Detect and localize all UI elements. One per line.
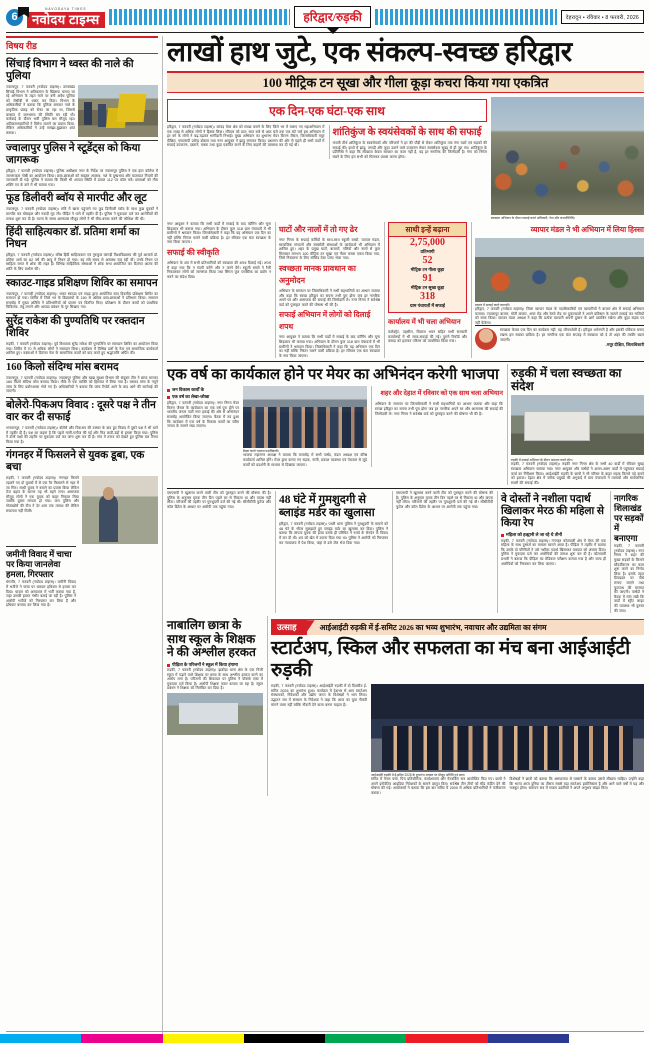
mid-body-4: नगर आयुक्त ने बताया कि सभी वार्डों में सफाई के बाद फॉगिंग और चूना छिड़काव भी कराया गया। अभियान के दौरान कुल 318 ग्राम पंचायतों में भी ग्रामीणों ने श्रमदान किया। जिलाधिकारी ने कहा कि यह अभियान एक दिन का नहीं बल्कि निरंतर चलने वाली प्रक्रिया है। हर रविवार एक घंटा स्वच्छता के नाम किया जाएगा। <box>279 335 380 358</box>
crime-left-filler: एसएसपी ने खुलासा करने वाली टीम को पुरस्कृत करने की घोषणा की है। पुलिस के अनुसार मृतक तीन दिन पहले घर से निकला था और वापस नहीं लौटा। परिजनों की तहरीर पर गुमशुदगी दर्ज की गई थी। सीसीटीवी फुटेज और कॉल डिटेल के आधार पर आरोपी तक पहुंचा गया। <box>167 491 271 510</box>
stat-value: 91 <box>422 273 433 284</box>
page-number-badge: 6 <box>6 9 23 26</box>
list-item[interactable] <box>6 313 158 356</box>
right-top-photo <box>475 238 644 302</box>
stat-label: मीट्रिक टन गीला कूड़ा <box>410 267 445 272</box>
publication-logo[interactable] <box>27 7 105 28</box>
list-item[interactable] <box>6 359 158 394</box>
page-grid <box>6 36 644 1036</box>
lead-body-col1: हरिद्वार, 7 फरवरी (नवोदय टाइम्स)। कांवड़ मेला क्षेत्र को स्वच्छ बनाने के लिए जिले भर में चलाए गए महाअभियान में एक लाख से अधिक लोगों ने हिस्सा लिया। रविवार को प्रात: सात बजे से आठ बजे तक एक घंटे चले इस अभियान में हर वर्ग के लोगों ने बढ़-चढ़कर भागीदारी निभाई। मुख्य अभियान का शुभारंभ मेयर किरण जैसल, जिलाधिकारी मयूर दीक्षित, एसएसपी प्रमेन्द्र डोबाल तथा नगर आयुक्त ने झाड़ू लगाकर किया। प्रशासन की ओर से पहले ही सभी वार्डों में सफाई उपकरण, दस्ताने, मास्क तथा कूड़ा एकत्रित करने के लिए वाहनों की व्यवस्था कर दी गई थी। <box>167 125 325 148</box>
lead-body-col2: गायत्री तीर्थ शांतिकुंज के स्वयंसेवकों और परिजनों ने हर की पौड़ी से लेकर शांतिकुंज तक गंगा घाटों एवं सड़कों की सफाई की। हाथों में झाड़ू, तगाड़ी और कूड़ा उठाने वाले उपकरण लेकर स्वयंसेवक सुबह से ही जुट गए। शांतिकुंज के प्रतिनिधि ने कहा कि स्वच्छता केवल सरकार का काम नहीं है, यह हर नागरिक की जिम्मेदारी है। गंगा को निर्मल रखने के लिए हम सभी को मिलकर प्रयास करना होगा। <box>332 141 487 159</box>
blood-murder-body-2: एसएसपी ने खुलासा करने वाली टीम को पुरस्कृत करने की घोषणा की है। पुलिस के अनुसार मृतक तीन दिन पहले घर से निकला था और वापस नहीं लौटा। परिजनों की तहरीर पर गुमशुदगी दर्ज की गई थी। सीसीटीवी फुटेज और कॉल डिटेल के आधार पर आरोपी तक पहुंचा गया। <box>396 491 493 510</box>
stat-value: 2,75,000 <box>410 237 445 248</box>
article-body: ज्वालापुर, 7 फरवरी (नवोदय टाइम्स)। उत्तराखंड सिंचाई विभाग ने अतिक्रमण के खिलाफ चलाए जा रहे अभियान के तहत नाले पर बनी अवैध पुलिया को जेसीबी से ध्वस्त कर दिया। विभाग के अधिकारियों ने बताया कि पुलिया बनाकर नाले के प्राकृतिक प्रवाह को रोका जा रहा था, जिससे बरसात में जलभराव की स्थिति बन रही थी। कार्रवाई के दौरान भारी पुलिस बल मौजूद रहा। अतिक्रमणकारियों ने विरोध जताने का प्रयास किया, लेकिन अधिकारियों ने उन्हें समझा-बुझाकर शांत कराया। <box>6 85 75 135</box>
list-item[interactable] <box>6 546 76 608</box>
mid-subhead-1: सफाई की स्वीकृति <box>167 247 220 257</box>
mayor-story-photo <box>243 386 367 448</box>
feature-band-text: आईआईटी रुड़की में ई-समिट 2026 का भव्य शुभारंभ, नवाचार और उद्यमिता का संगम <box>307 620 644 635</box>
section-tab[interactable] <box>294 6 371 28</box>
lead-col2-subhead: शांतिकुंज के स्वयंसेवकों के साथ की सफाई <box>332 127 482 138</box>
article-photo <box>82 476 158 544</box>
bullet-icon <box>167 664 170 667</box>
right-top-photo-caption: बाजार में सफाई करते व्यापारी। <box>475 303 510 307</box>
mid-body-5: कलेक्ट्रेट, तहसील, विकास भवन सहित सभी सरकारी कार्यालयों में भी साफ-सफाई की गई। पुराने रिकॉर्ड और कबाड़ को हटाकर परिसर को व्यवस्थित किया गया। <box>388 330 467 344</box>
right-mid-kicker: शहर और देहात में रविवार को एक साथ चला अभियान <box>380 390 503 398</box>
article-headline: हिंदी साहित्यकार डॉ. प्रतिमा शर्मा का निधन <box>6 224 158 251</box>
bullet-item <box>167 662 263 667</box>
cmyk-swatch-red <box>406 1034 487 1043</box>
article-headline: जमीनी विवाद में चाचा पर किया जानलेवा हमला, गिरफ्तार <box>6 546 76 579</box>
decorative-bars-right <box>375 9 557 25</box>
right-low-headline: नागरिक शिलाखंड पर सड़कों में बनाएगा <box>614 493 644 544</box>
list-item[interactable] <box>6 447 158 544</box>
mid-body-2: नगर निगम के सफाई कर्मियों के साथ-साथ स्कूली बच्चों, व्यापार मंडल, सामाजिक संगठनों और स्वयंसेवी संस्थाओं के कार्यकर्ता भी अभियान में शामिल हुए। शहर के प्रमुख घाटों, बाजारों, गलियों और नालों से कुल मिलाकर लगभग 100 मीट्रिक टन सूखा एवं गीला कचरा एकत्र किया गया, जिसे निस्तारण के लिए सॉलिड वेस्ट प्लांट भेजा गया। <box>279 238 380 261</box>
article-headline: गंगनहर में फिसलने से युवक डूबा, एक बचा <box>6 447 158 474</box>
mayor-story-body-1: हरिद्वार, 7 फरवरी (नवोदय टाइम्स)। नगर निगम मेयर किरण जैसल के कार्यकाल का एक वर्ष पूरा होने पर भारतीय जनता पार्टी नगर इकाई की ओर से अभिनंदन समारोह आयोजित किया जाएगा। बैठक में तय हुआ कि कार्यक्रम में एक वर्ष के विकास कार्यों का ब्यौरा जनता के सामने रखा जाएगा। <box>167 401 239 429</box>
stat-label: प्रतिभागी <box>420 249 435 254</box>
mid-subhead-3: स्वच्छता मानक प्रावधान का अनुमोदन <box>279 263 356 285</box>
mid-subhead-5: कार्यालय में भी चला अभियान <box>388 318 461 326</box>
left-rail-header <box>6 36 158 54</box>
blood-murder-body: हरिद्वार, 7 फरवरी (नवोदय टाइम्स)। पथरी थाना पुलिस ने गुमशुदगी के मामले को 48 घंटे के भीतर सुलझाते हुए ब्लाइंड मर्डर का खुलासा कर दिया। पुलिस ने बताया कि लापता युवक की हत्या उसके ही परिचित ने रुपये के लेनदेन के विवाद में कर दी थी। शव को खेत में दफना दिया गया था। पुलिस ने आरोपी को गिरफ्तार कर न्यायालय में पेश किया, जहां से उसे जेल भेज दिया गया। <box>279 522 388 545</box>
article-body: भगवानपुर, 7 फरवरी (नवोदय टाइम्स)। बोलेरो और पिकअप की टक्कर के बाद हुए विवाद में दूसरे पक्ष ने भी थाने में तहरीर दी है। पक्ष का कहना है कि पहले गाली-गलौज की गई और फिर लाठी-डंडों से हमला किया गया। पुलिस ने दोनों पक्षों की तहरीर पर मुकदमा दर्ज कर जांच शुरू कर दी है। गांव में तनाव को देखते हुए पुलिस बल तैनात किया गया है। <box>6 426 158 444</box>
teacher-story-photo <box>167 693 263 735</box>
logo-english-text: NAVODAYA TIMES <box>45 6 87 11</box>
bullet-item <box>167 387 239 392</box>
lead-section-header: एक दिन-एक घंटा-एक साथ <box>167 99 487 122</box>
article-body: मंगलौर, 7 फरवरी (नवोदय टाइम्स)। जमीनी विवाद में भतीजे ने चाचा पर धारदार हथियार से हमला कर दिया। घायल को अस्पताल में भर्ती कराया गया है, जहां उसकी हालत गंभीर बताई जा रही है। पुलिस ने आरोपी भतीजे को गिरफ्तार कर लिया है और हथियार बरामद कर लिया गया है। <box>6 580 76 608</box>
hero-photo <box>491 97 644 215</box>
mayor-story-headline: एक वर्ष का कार्यकाल होने पर मेयर का अभिनंदन करेगी भाजपा <box>167 367 499 384</box>
bullet-icon <box>167 389 170 392</box>
left-rail-header-label: विषय रीड <box>6 41 37 51</box>
mid-body-1: अभियान के अंत में सभी प्रतिभागियों को स्वच्छता की शपथ दिलाई गई। शपथ में कहा गया कि न गंदगी करेंगे और न करने देंगे। स्कूली बच्चों ने रैली निकालकर लोगों को जागरूक किया तथा सिंगल यूज प्लास्टिक का प्रयोग न करने का संदेश दिया। <box>167 260 271 279</box>
section-tab-label: हरिद्वार/रुड़की <box>303 10 362 24</box>
right-mid-photo <box>511 395 644 455</box>
feature-body-1: रुड़की, 7 फरवरी (नवोदय टाइम्स)। आईआईटी रुड़की में दो दिवसीय ई-समिट 2026 का शुभारंभ हुआ। कार्यक्रम में देशभर से आए स्टार्टअप संस्थापकों, निवेशकों और उद्योग जगत के विशेषज्ञों ने भाग लिया। उद्घाटन सत्र में संस्थान के निदेशक ने कहा कि आज का युवा नौकरी मांगने वाला नहीं बल्कि नौकरी देने वाला बनना चाहता है। <box>271 684 367 707</box>
feature-tag: उत्साह <box>271 620 307 635</box>
stat-label: ग्राम पंचायतों में सफाई <box>410 303 445 308</box>
list-item[interactable] <box>6 190 158 221</box>
cmyk-swatch-green <box>325 1034 406 1043</box>
list-item[interactable] <box>6 397 158 444</box>
article-headline: सुरेंद्र राकेश की पुण्यतिथि पर रक्तदान शिविर <box>6 313 158 340</box>
stats-box-title: साथी इन्हें बढ़ाना <box>389 223 466 237</box>
blood-murder-headline: 48 घंटे में गुमशुदगी से ब्लाइंड मर्डर का खुलासा <box>279 494 375 520</box>
cmyk-swatch-magenta <box>81 1034 162 1043</box>
decorative-bars-left <box>109 9 291 25</box>
rape-story-headline: वे दोस्तों ने नशीला पदार्थ खिलाकर मेरठ की महिला से किया रेप <box>501 494 604 530</box>
feature-body-3: विशेषज्ञों ने छात्रों को बताया कि असफलता से घबराने के बजाय उससे सीखना चाहिए। उन्होंने कहा कि भारत आज दुनिया का तीसरा सबसे बड़ा स्टार्टअप इकोसिस्टम है और आने वाले वर्षों में यह और मजबूत होगा। समापन सत्र में सफल उद्यमियों ने अपने अनुभव साझा किए। <box>509 777 644 791</box>
mayor-story-body-3: अभियान के समापन पर जिलाधिकारी ने सभी सहभागियों का आभार जताया और कहा कि स्वच्छ हरिद्वार का सपना तभी पूरा होगा जब हर नागरिक अपने घर और आसपास की सफाई की जिम्मेदारी ले। नगर निगम ने सर्वश्रेष्ठ वार्ड को पुरस्कृत करने की घोषणा भी की है। <box>375 402 503 416</box>
article-body: ज्वालापुर, 7 फरवरी (नवोदय टाइम्स)। रात्रि में खाना पहुंचाने गए फूड डिलीवरी ब्वॉय के साथ कुछ युवकों ने मारपीट कर मोबाइल और नकदी लूट ली। पीड़ित ने थाने में तहरीर दी है। पुलिस ने मुकदमा दर्ज कर आरोपियों की तलाश शुरू कर दी है। घटना के समय आसपास मौजूद लोगों ने भी बीच-बचाव करने की कोशिश की थी। <box>6 207 158 221</box>
bullet-icon <box>501 534 504 537</box>
page-title: लाखों हाथ जुटे, एक संकल्प-स्वच्छ हरिद्वार <box>167 37 572 68</box>
logo-hindi-label: नवोदय टाइम्स <box>32 11 100 27</box>
hero-photo-caption: स्वच्छता अभियान के दौरान सफाई करते अधिकारी, नेता और जनप्रतिनिधि। <box>491 216 576 220</box>
masthead <box>6 4 644 33</box>
cmyk-swatch-yellow <box>163 1034 244 1043</box>
mayor-story-body-2: भाजपा महानगर अध्यक्ष ने बताया कि समारोह में सभी पार्षद, मंडल अध्यक्ष एवं वरिष्ठ कार्यकर्ता शामिल होंगे। मेयर द्वारा कराए गए सड़क, नाली, प्रकाश व्यवस्था एवं पेयजल से जुड़े कार्यों को प्रदर्शनी के माध्यम से दिखाया जाएगा। <box>243 453 367 467</box>
article-headline: फूड डिलीवरी ब्वॉय से मारपीट और लूट <box>6 190 158 205</box>
article-headline: सिंचाई विभाग ने ध्वस्त की नाले की पुलिया <box>6 59 134 82</box>
list-item[interactable] <box>6 275 158 310</box>
list-item[interactable] <box>6 140 158 187</box>
quote-text: स्वच्छता केवल एक दिन का कार्यक्रम नहीं, यह जीवनशैली है। हरिद्वार धर्मनगरी है और इसकी पवित्रता बनाए रखना हम सबका दायित्व है। हर नागरिक एक घंटा सप्ताह में स्वच्छता को दे तो शहर की तस्वीर बदल जाएगी। <box>500 328 644 342</box>
right-top-headline: व्यापार मंडल ने भी अभियान में लिया हिस्सा <box>530 225 644 234</box>
cmyk-swatch-white <box>569 1034 650 1043</box>
list-item[interactable] <box>6 57 158 137</box>
lead-subheadline: 100 मीट्रिक टन सूखा और गीला कूड़ा कचरा किया गया एकत्रित <box>167 71 644 93</box>
rape-story-body: रुड़की, 7 फरवरी (नवोदय टाइम्स)। गंगनहर कोतवाली क्षेत्र में मेरठ की एक महिला के साथ दुष्कर्म का मामला सामने आया है। पीड़िता ने तहरीर में बताया कि उसके दो परिचितों ने उसे नशीला पदार्थ खिलाकर वारदात को अंजाम दिया। पुलिस ने मुकदमा दर्ज कर आरोपियों की तलाश शुरू कर दी है। कोतवाली प्रभारी ने बताया कि पीड़िता का मेडिकल परीक्षण कराया गया है और जल्द ही आरोपियों को गिरफ्तार कर लिया जाएगा। <box>501 538 606 566</box>
flag-icon <box>18 7 29 18</box>
bullet-item <box>501 532 606 537</box>
left-rail <box>6 36 163 1036</box>
article-body: ज्वालापुर, 7 फरवरी (नवोदय टाइम्स)। भारत स्काउट एवं गाइड द्वारा आयोजित सात दिवसीय प्रशिक्षण शिविर का समापन हो गया। शिविर में जिले भर के विद्यालयों के 150 से अधिक छात्र-छात्राओं ने प्रतिभाग किया। समापन समारोह में मुख्य अतिथि ने प्रतिभागियों को प्रमाण पत्र वितरित किए। प्रशिक्षण के दौरान बच्चों को प्राथमिक चिकित्सा, तंबू लगाने और आपदा प्रबंधन के गुर सिखाए गए। <box>6 291 158 310</box>
bullet-text: महिला को हल्द्वानी ले जा रहे थे तीनों <box>506 532 562 538</box>
article-headline: ज्वालापुर पुलिस ने स्टूडेंट्स को किया जागरूक <box>6 140 158 167</box>
article-headline: 160 किलो संदिग्ध मांस बरामद <box>6 359 158 374</box>
bullet-item <box>167 394 239 399</box>
article-body: रुड़की, 7 फरवरी (नवोदय टाइम्स)। पूर्व विधायक सुरेंद्र राकेश की पुण्यतिथि पर रक्तदान शिविर का आयोजन किया गया। शिविर में 70 से अधिक लोगों ने रक्तदान किया। कार्यक्रम में विभिन्न दलों के नेता एवं सामाजिक कार्यकर्ता शामिल हुए। वक्ताओं ने दिवंगत नेता के सामाजिक कार्यों को याद करते हुए श्रद्धांजलि अर्पित की। <box>6 341 158 356</box>
article-headline: स्काउट-गाइड प्रशिक्षण शिविर का समापन <box>6 275 158 290</box>
article-body: हरिद्वार, 7 फरवरी (नवोदय टाइम्स)। पुलिस अधीक्षक नगर के निर्देश पर ज्वालापुर पुलिस ने एक इंटर कॉलेज में जागरूकता गोष्ठी का आयोजन किया। छात्र-छात्राओं को साइबर अपराध, नशे के दुष्प्रभाव और यातायात नियमों की जानकारी दी गई। पुलिस ने बताया कि किसी भी आपात स्थिति में डायल 112 पर कॉल करें। छात्राओं को गौरा शक्ति एप के बारे में भी बताया गया। <box>6 169 158 187</box>
main-area <box>167 36 644 1036</box>
mid-subhead-4: सफाई अभियान में लोगों को दिलाई शपथ <box>279 310 371 332</box>
date-line: देहरादून • रविवार • 8 फरवरी, 2026 <box>561 10 644 24</box>
logo-hindi-text <box>27 12 105 28</box>
stat-label: मीट्रिक टन सूखा कूड़ा <box>410 285 445 290</box>
article-headline: बोलेरो-पिकअप विवाद : दूसरे पक्ष ने तीन वार कर दी सफाई <box>6 397 158 424</box>
teacher-story-body: रुड़की, 7 फरवरी (नवोदय टाइम्स)। झबरेड़ा थाना क्षेत्र के एक निजी स्कूल में पढ़ाने वाले शिक्षक पर छात्रा के साथ अश्लील हरकत करने का आरोप लगा है। परिजनों की शिकायत पर पुलिस ने पॉक्सो एक्ट में मुकदमा दर्ज किया है। आरोपी शिक्षक फरार बताया जा रहा है। स्कूल प्रबंधन ने शिक्षक को निलंबित कर दिया है। <box>167 668 263 691</box>
stat-value: 318 <box>420 291 435 302</box>
mid-body-3: अभियान के समापन पर जिलाधिकारी ने सभी सहभागियों का आभार जताया और कहा कि स्वच्छ हरिद्वार का सपना तभी पूरा होगा जब हर नागरिक अपने घर और आसपास की सफाई की जिम्मेदारी ले। नगर निगम ने सर्वश्रेष्ठ वार्ड को पुरस्कृत करने की घोषणा भी की है। <box>279 288 380 307</box>
right-mid-body: रुड़की, 7 फरवरी (नवोदय टाइम्स)। रुड़की नगर निगम क्षेत्र के सभी 40 वार्डों में रविवार सुबह स्वच्छता अभियान चलाया गया। नगर आयुक्त और पार्षदों ने अलग-अलग वार्डों में पहुंचकर सफाई कार्य का निरीक्षण किया। आईआईटी रुड़की के छात्रों ने भी परिसर के बाहर सड़क किनारे पड़े कचरे को हटाया। देहात क्षेत्र में ब्लॉक प्रमुखों की अगुवाई में ग्राम पंचायतों ने तालाबों और सार्वजनिक स्थलों की सफाई की। <box>511 462 644 485</box>
right-mid-photo-caption: रुड़की में सफाई अभियान के दौरान श्रमदान करते लोग। <box>511 458 573 463</box>
bullet-text: एक वर्ष का लेखा-जोखा <box>172 393 210 399</box>
bullet-text: पीड़िता के परिजनों ने स्कूल में किया हंगामा <box>172 661 238 667</box>
footer-rule <box>6 1031 644 1032</box>
stat-value: 52 <box>422 255 433 266</box>
list-item[interactable] <box>6 224 158 271</box>
bullet-text: जन विकास कार्यों के <box>172 387 204 393</box>
article-body: हरिद्वार, 7 फरवरी (नवोदय टाइम्स)। वरिष्ठ हिंदी साहित्यकार एवं गुरुकुल कांगड़ी विश्वविद्यालय की पूर्व आचार्य डॉ. प्रतिमा शर्मा का 82 वर्ष की आयु में निधन हो गया। वह लंबे समय से अस्वस्थ चल रही थीं। उनके निधन पर साहित्य जगत में शोक की लहर है। विभिन्न साहित्यिक संस्थाओं ने शोक सभा आयोजित कर दिवंगत आत्मा की शांति के लिए प्रार्थना की। <box>6 253 158 271</box>
cmyk-swatch-blue <box>488 1034 569 1043</box>
feature-photo-caption: आईआईटी रुड़की में ई-समिट 2026 के शुभारंभ अवसर पर मौजूद अतिथि एवं छात्र। <box>371 773 466 778</box>
feature-band <box>271 619 644 635</box>
feature-body-2: समिट में पैनल चर्चा, पिच प्रतियोगिता, कार्यशालाएं और नेटवर्किंग सत्र आयोजित किए गए। छात्रों ने अपने इनोवेटिव आइडिया निवेशकों के सामने प्रस्तुत किए। सर्वश्रेष्ठ तीन टीमों को सीड फंडिंग देने की घोषणा की गई। आयोजकों ने बताया कि इस बार समिट में 2000 से अधिक प्रतिभागियों ने पंजीकरण कराया। <box>371 777 506 795</box>
feature-headline: स्टार्टअप, स्किल और सफलता का मंच बना आईआईटी रुड़की <box>271 638 631 682</box>
cmyk-swatch-cyan <box>0 1034 81 1043</box>
stats-box <box>388 222 467 313</box>
quote-block <box>475 325 644 347</box>
cmyk-registration-strip <box>0 1034 650 1043</box>
article-body: रुड़की, 7 फरवरी (नवोदय टाइम्स)। गंगनहर किनारे टहलने गए दो युवकों में से एक पैर फिसलने से नहर में जा गिरा। साथी युवक ने बचाने का प्रयास किया लेकिन तेज बहाव के कारण वह भी बहने लगा। आसपास मौजूद लोगों ने एक युवक को बाहर निकाल लिया जबकि दूसरा लापता हो गया। जल पुलिस और गोताखोरों की टीम ने देर शाम तक तलाश की लेकिन सफलता नहीं मिली। <box>6 476 79 513</box>
bullet-icon <box>167 396 170 399</box>
feature-photo <box>371 684 644 772</box>
article-photo <box>78 85 158 137</box>
mid-subhead-2: घाटों और नालों में तो गए ढेर <box>279 225 358 234</box>
right-mid-headline: रुड़की में चला स्वच्छता का संदेश <box>511 366 622 394</box>
right-top-body: हरिद्वार, 7 फरवरी (नवोदय टाइम्स)। जिला व्यापार मंडल के पदाधिकारियों एवं व्यापारियों ने बाजार क्षेत्र में सफाई अभियान चलाया। ज्वालापुर बाजार, मोती बाजार, अपर रोड और रेलवे रोड पर दुकानदारों ने अपने प्रतिष्ठान के सामने सफाई कर नालियों को साफ किया। व्यापार मंडल अध्यक्ष ने कहा कि प्रत्येक व्यापारी अपनी दुकान के आगे डस्टबिन रखेगा और कूड़ा सड़क पर नहीं फेंकेगा। <box>475 307 644 325</box>
teacher-story-headline: नाबालिग छात्रा के साथ स्कूल के शिक्षक ने की अश्लील हरकत <box>167 618 256 660</box>
right-low-body: रुड़की, 7 फरवरी (नवोदय टाइम्स)। नगर निगम ने शहर की मुख्य सड़कों के किनारे सौंदर्यीकरण का काम शुरू करने का निर्णय लिया है। इसके तहत डिवाइडर पर पौधे लगाए जाएंगे तथा फुटपाथ की मरम्मत की जाएगी। पार्षदों ने बैठक में मांग रखी कि वार्डों में स्ट्रीट लाइट की व्यवस्था भी दुरुस्त की जाए। <box>614 544 644 613</box>
quote-author: -मयूर दीक्षित, जिलाधिकारी <box>605 342 644 348</box>
cmyk-swatch-black <box>244 1034 325 1043</box>
lead-body-col1-cont: नगर आयुक्त ने बताया कि सभी वार्डों में सफाई के बाद फॉगिंग और चूना छिड़काव भी कराया गया। अभियान के दौरान कुल 318 ग्राम पंचायतों में भी ग्रामीणों ने श्रमदान किया। जिलाधिकारी ने कहा कि यह अभियान एक दिन का नहीं बल्कि निरंतर चलने वाली प्रक्रिया है। हर रविवार एक घंटा स्वच्छता के नाम किया जाएगा। <box>167 222 271 245</box>
mayor-story-photo-caption: बैठक करते भाजपा पदाधिकारी। <box>243 449 280 454</box>
article-body: ज्वालापुर, 7 फरवरी (नवोदय टाइम्स)। ज्वालापुर पुलिस और खाद्य सुरक्षा विभाग की संयुक्त टीम ने छापा मारकर 160 किलो संदिग्ध मांस बरामद किया। मौके से एक व्यक्ति को हिरासत में लिया गया है। बरामद मांस के नमूने जांच के लिए प्रयोगशाला भेजे गए हैं। अधिकारियों ने बताया कि जांच रिपोर्ट आने के बाद आगे की कार्रवाई की जाएगी। <box>6 375 158 394</box>
